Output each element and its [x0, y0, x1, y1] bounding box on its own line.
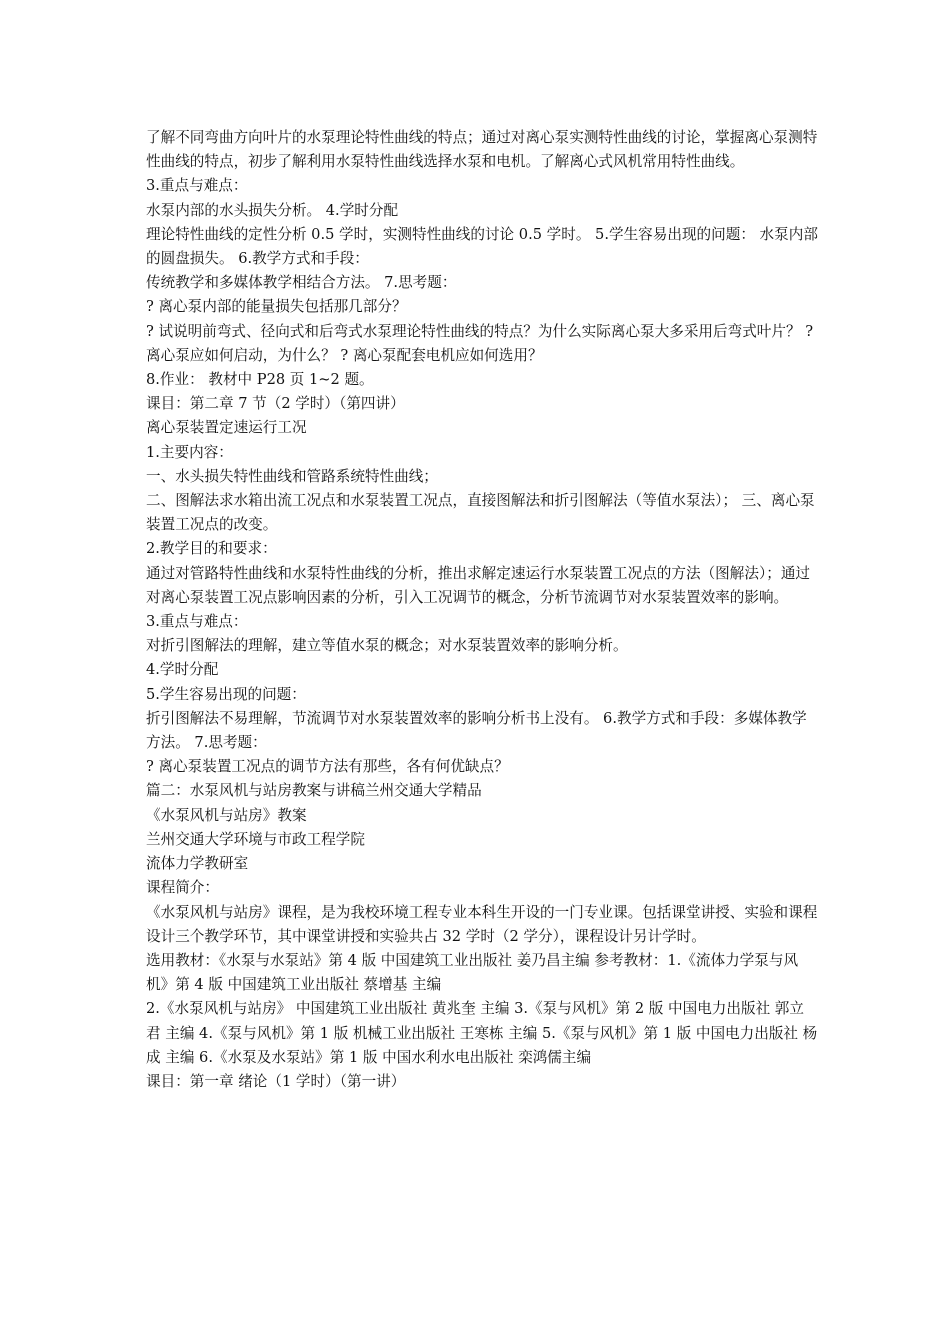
paragraph-content-2: 二、图解法求水箱出流工况点和水泵装置工况点，直接图解法和折引图解法（等值水泵法）； 三、离心泵装置工况点的改变。	[146, 492, 815, 534]
paragraph-goals: 通过对管路特性曲线和水泵特性曲线的分析，推出求解定速运行水泵装置工况点的方法（图解法）；通过对离心泵装置工况点影响因素的分析，引入工况调节的概念，分析节流调节对水泵装置效率的影响。	[146, 564, 811, 606]
paragraph-key-points-heading: 3.重点与难点：	[146, 177, 248, 195]
paragraph-head-loss: 水泵内部的水头损失分析。 4.学时分配	[146, 201, 399, 219]
paragraph-content-1: 一、水头损失特性曲线和管路系统特性曲线；	[146, 467, 438, 485]
document-body	[146, 126, 818, 1094]
paragraph-hours-heading: 4.学时分配	[146, 661, 219, 679]
paragraph-references: 2.《水泵风机与站房》 中国建筑工业出版社 黄兆奎 主编 3.《泵与风机》第 2 版 中国电力出版社 郭立君 主编 4.《泵与风机》第 1 版 机械工业出版社 王寒栋 主编 5.《泵与风机》第 1 版 中国电力出版社 杨成 主编 6.《水泵及水泵站》第 1 版 中国水利水电出版社 栾鸿儒主编	[146, 1000, 818, 1066]
paragraph-main-content-heading: 1.主要内容：	[146, 443, 233, 461]
paragraph-question-1: ? 离心泵内部的能量损失包括那几部分？	[146, 298, 407, 316]
paragraph-lesson-4: 课目：第二章 7 节（2 学时）（第四讲）	[146, 395, 405, 413]
paragraph-textbooks: 选用教材：《水泵与水泵站》第 4 版 中国建筑工业出版社 姜乃昌主编 参考教材：1.《流体力学泵与风机》第 4 版 中国建筑工业出版社 蔡增基 主编	[146, 951, 799, 994]
paragraph-intro: 《水泵风机与站房》课程，是为我校环境工程专业本科生开设的一门专业课。包括课堂讲授、实验和课程设计三个教学环节，其中课堂讲授和实验共占 32 学时（2 学分），课程设计另计学时。	[146, 903, 818, 945]
paragraph-problems: 折引图解法不易理解，节流调节对水泵装置效率的影响分析书上没有。 6.教学方式和手段：多媒体教学方法。 7.思考题：	[146, 709, 807, 752]
paragraph-lesson-1: 课目：第一章 绪论（1 学时）（第一讲）	[146, 1072, 406, 1090]
paragraph-question-3: ? 离心泵装置工况点的调节方法有那些，各有何优缺点？	[146, 758, 509, 776]
paragraph-question-2: ? 试说明前弯式、径向式和后弯式水泵理论特性曲线的特点？为什么实际离心泵大多采用后弯式叶片？ ? 离心泵应如何启动，为什么？ ? 离心泵配套电机应如何选用？	[146, 322, 814, 364]
paragraph-key-points-heading-2: 3.重点与难点：	[146, 613, 248, 631]
paragraph-blade-curves: 了解不同弯曲方向叶片的水泵理论特性曲线的特点；通过对离心泵实测特性曲线的讨论，掌握离心泵测特性曲线的特点，初步了解利用水泵特性曲线选择水泵和电机。了解离心式风机常用特性曲线。	[146, 129, 818, 171]
paragraph-teaching-method: 传统教学和多媒体教学相结合方法。 7.思考题：	[146, 274, 457, 292]
paragraph-part-two-title: 篇二：水泵风机与站房教案与讲稿兰州交通大学精品	[146, 782, 482, 800]
paragraph-homework: 8.作业： 教材中 P28 页 1~2 题。	[146, 371, 374, 389]
paragraph-course-plan-title: 《水泵风机与站房》教案	[146, 806, 307, 824]
paragraph-key-points: 对折引图解法的理解，建立等值水泵的概念；对水泵装置效率的影响分析。	[146, 637, 628, 655]
paragraph-department: 流体力学教研室	[146, 855, 249, 873]
paragraph-hours-problems: 理论特性曲线的定性分析 0.5 学时，实测特性曲线的讨论 0.5 学时。 5.学生容易出现的问题： 水泵内部的圆盘损失。 6.教学方式和手段：	[146, 225, 818, 268]
paragraph-intro-heading: 课程简介：	[146, 879, 219, 897]
paragraph-lesson-4-title: 离心泵装置定速运行工况	[146, 419, 307, 437]
paragraph-problems-heading: 5.学生容易出现的问题：	[146, 685, 306, 703]
paragraph-goals-heading: 2.教学目的和要求：	[146, 540, 277, 558]
paragraph-school: 兰州交通大学环境与市政工程学院	[146, 830, 365, 848]
